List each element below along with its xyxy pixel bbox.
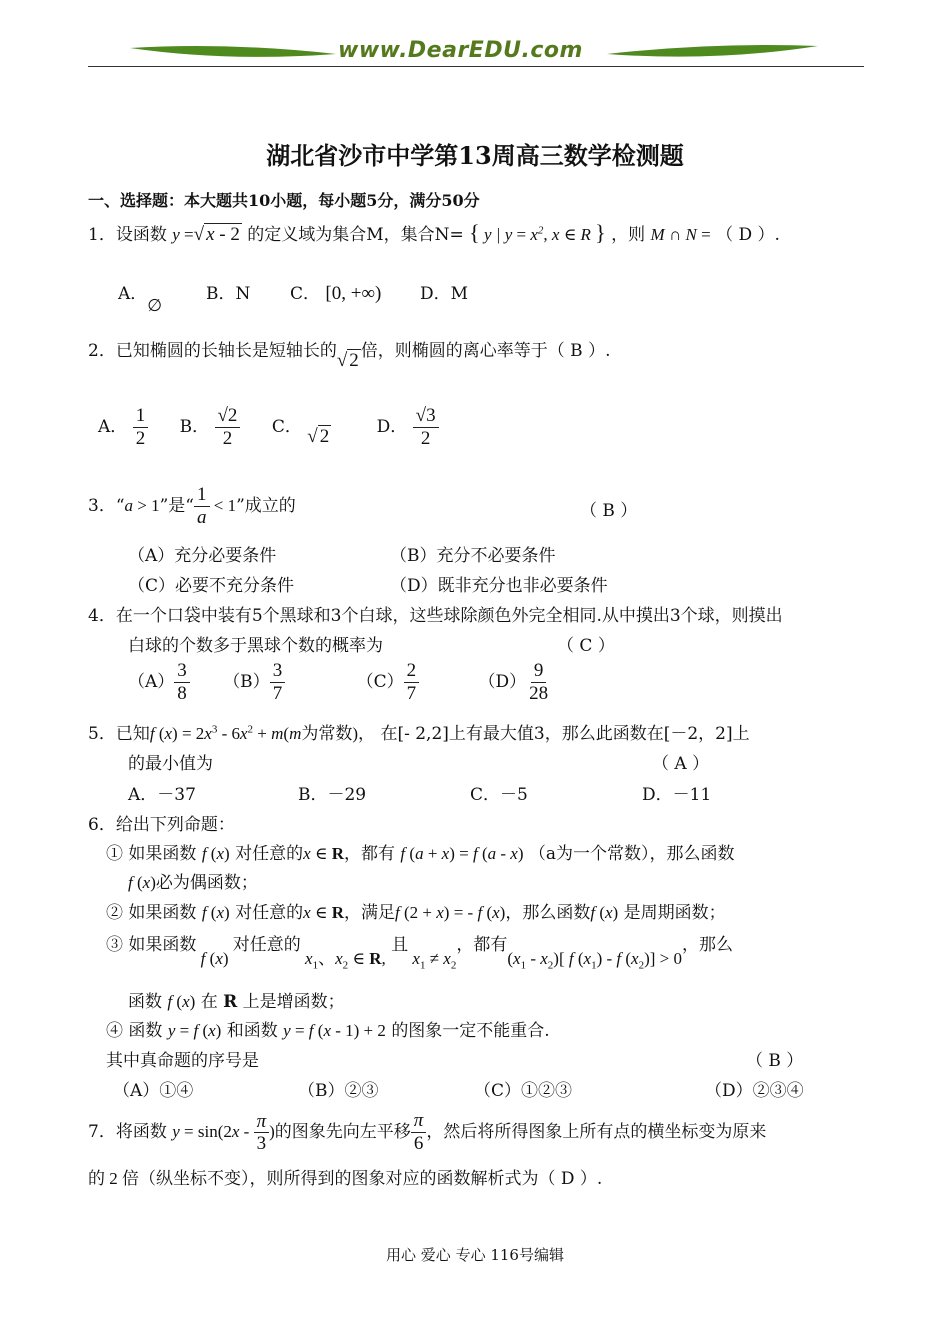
q2-option-b: B．	[179, 416, 210, 437]
q1-mid: 的定义域为集合M，集合N=	[247, 225, 464, 245]
q3-option-a: （A）充分必要条件	[128, 546, 277, 566]
q6-intro: 6．给出下列命题：	[88, 815, 235, 835]
q5-option-a: A．－37	[128, 785, 196, 805]
section-heading: 一、选择题：本大题共10小题，每小题5分，满分50分	[88, 191, 480, 210]
q5-text: 5．已知f $(x) = 2x^3 - 6x^2 + m(m$为常数)， 在[- 2,2]上有最大值3，那么此函数在[－2，2]上	[88, 723, 750, 744]
q6-option-c: （C）①②③	[474, 1081, 573, 1101]
q2-option-d: D．	[376, 416, 408, 437]
q5-line-2: 的最小值为	[128, 754, 213, 774]
left-leaf-decoration	[128, 40, 338, 66]
q1-text	[88, 220, 780, 246]
q5-answer: （ A ）	[652, 754, 710, 774]
header-rule	[88, 66, 864, 67]
q4-line-1: 4．在一个口袋中装有5个黑球和3个白球，这些球除颜色外完全相同.从中摸出3个球，则摸出	[88, 606, 783, 626]
q2-options: A． $\frac{1}{2}$ B． $\frac{√2}{2}$ C． √ 2 D． $\frac{√3}{2}$	[98, 405, 439, 450]
q7-line-2: 的 2 倍（纵坐标不变），则所得到的图象对应的函数解析式为（ D ）.	[88, 1169, 603, 1189]
q1-function: y =√ x - 2	[172, 224, 240, 245]
q5-option-c: C．－5	[470, 785, 528, 805]
q1-option-b: B．N	[206, 284, 251, 304]
q6-option-a: （A）①④	[113, 1081, 194, 1101]
q4-line-2: 白球的个数多于黑球个数的概率为	[128, 636, 383, 656]
q1-answer: （ D ）.	[716, 225, 780, 245]
q1-post: ，则	[611, 225, 646, 245]
q2-text: 2．已知椭圆的长轴长是短轴长的√ 2 倍，则椭圆的离心率等于（ B ）.	[88, 341, 611, 371]
q6-answer: （ B ）	[746, 1051, 804, 1071]
q7-text: 7．将函数 y = sin(2x - $\frac{\pi}{3}$ )的图象先向左平移 $\frac{\pi}{6}$ ，然后将所得图象上所有点的横坐标变为原来	[88, 1110, 767, 1155]
right-leaf-decoration	[605, 40, 820, 66]
q6-ask: 其中真命题的序号是	[106, 1051, 259, 1071]
q3-option-b: （B）充分不必要条件	[390, 546, 556, 566]
q2-option-c: C．	[271, 416, 302, 437]
q4-answer: （ C ）	[557, 636, 615, 656]
q6-prop-3-cont: 函数 f (x) 在 R 上是增函数；	[128, 992, 345, 1012]
q1-pre: 1．设函数	[88, 225, 167, 245]
q6-prop-2: ② 如果函数 f (x) 对任意的x ∈ R，满足f (2 + x) = - f (x)，那么函数f (x) 是周期函数；	[106, 903, 726, 923]
q1-intersection: M ∩ N =	[650, 225, 711, 244]
q6-option-b: （B）②③	[298, 1081, 379, 1101]
q6-prop-4: ④ 函数 y = f (x) 和函数 y = f (x - 1) + 2 的图象一定不能重合.	[106, 1021, 550, 1041]
q6-prop-3: ③ 如果函数 f (x) 对任意的 $x_1$、$x_2$ ∈ R, 且 $x_1 \ne x_2$，都有$(x_1 - x_2)$[ f $(x_1)$ - f $(x_2)] > 0$，那么	[106, 935, 734, 972]
q4-options: （A） $\frac{3}{8}$ （B） $\frac{3}{7}$ （C） $\frac{2}{7}$ （D） $\frac{9}{28}$	[128, 660, 549, 704]
q3-option-d: （D）既非充分也非必要条件	[390, 576, 608, 596]
q4-option-d: （D）	[478, 671, 527, 692]
site-name: www.DearEDU.com	[338, 38, 583, 63]
q3-text: 3．“a > 1”是“ $\frac{1}{a}$ < 1”成立的	[88, 484, 296, 528]
q1-option-a: A．∅	[118, 284, 163, 315]
q5-option-d: D．－11	[642, 785, 712, 805]
q3-option-c: （C）必要不充分条件	[128, 576, 295, 596]
q5-option-b: B．－29	[298, 785, 367, 805]
q4-option-b: （B）	[223, 671, 270, 692]
q1-option-c: C． [0, +∞)	[290, 283, 382, 304]
q6-prop-1-cont: f (x)必为偶函数；	[128, 873, 258, 893]
q4-option-a: （A）	[128, 671, 175, 692]
q1-set-n: { y | $y = x^2$, x ∈ R }	[469, 220, 606, 245]
page-title: 湖北省沙市中学第13周高三数学检测题	[266, 141, 684, 170]
q1-option-d: D．M	[420, 284, 469, 304]
q2-option-a: A．	[98, 416, 128, 437]
q6-option-d: （D）②③④	[705, 1081, 804, 1101]
q4-option-c: （C）	[356, 671, 404, 692]
footer-text: 用心 爱心 专心 116号编辑	[386, 1246, 564, 1264]
q6-prop-1: ① 如果函数 f (x) 对任意的x ∈ R，都有 f (a + x) = f (a - x) （a为一个常数），那么函数	[106, 844, 735, 864]
q3-answer: （ B ）	[580, 501, 638, 521]
